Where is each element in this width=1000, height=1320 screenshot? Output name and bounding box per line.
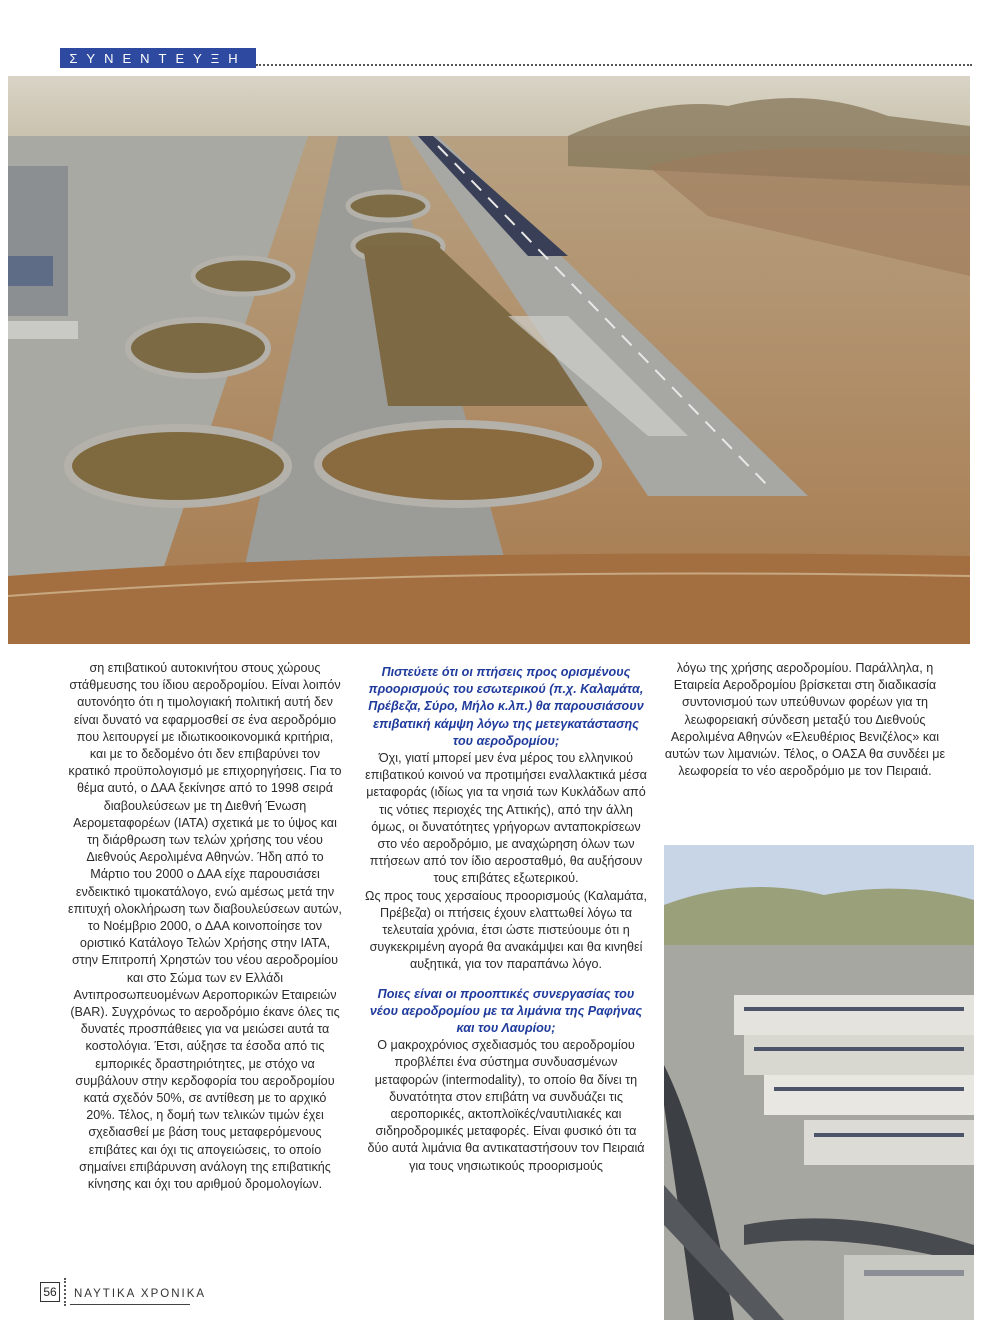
column-1-text: ση επιβατικού αυτοκινήτου στους χώρους στάθμευσης του ίδιου αεροδρομίου. Είναι λοιπόν αυτονόητο ότι η τιμολογιακή πολιτική αυτή δεν είναι δυνατό να εφαρμοσθεί σε ένα αεροδρόμιο που λειτουργεί με ιδιωτικοοικονομικά κριτήρια, και με το δεδομένο ότι δεν επιβαρύνει τον κρατικό προϋπολογισμό με επιχορηγήσεις. Για το θέμα αυτό, ο ΔΑΑ ξεκίνησε από το 1998 σειρά διαβουλεύσεων με τη Διεθνή Ένωση Αερομεταφορέων (IATA) σχετικά με το ύψος και τη διάρθρωση των τελών χρήσης του νέου Διεθνούς Αερολιμένα Αθηνών. Ήδη από το Μάρτιο του 2000 ο ΔΑΑ είχε παρουσιάσει ενδεικτικό τιμοκατάλογο, ενώ αμέσως μετά την επιτυχή ολοκλήρωση των διαβουλεύσεων αυτών, το Νοέμβριο 2000, ο ΔΑΑ κοινοποίησε τον οριστικό Κατάλογο Τελών Χρήσης στην IATA, στην Επιτροπή Χρηστών του νέου αεροδρομίου και στο Σώμα των εν Ελλάδι Αντιπροσωπευομένων Αεροπορικών Εταιρειών (BAR). Συγχρόνως το αεροδρόμιο έκανε όλες τις δυνατές προσπάθειες για να μειώσει αυτά τα κοστολόγια. Έτσι, αύξησε τα έσοδα από τις εμπορικές δραστηριότητες, με στόχο να συμβάλουν στην κερδοφορία του αεροδρομίου κατά σχεδόν 50%, σε αντίθεση με το αρχικό 20%. Τέλος, η δομή των τελικών τιμών έχει σχεδιασθεί με βάση τους μεταφερόμενους επιβάτες και όχι τις απογειώσεις, το οποίο σημαίνει επιβάρυνση ανάλογη της επιβατικής κίνησης και όχι του αριθμού δρομολογίων. bbox=[68, 661, 342, 1192]
side-photo bbox=[664, 845, 974, 1320]
answer-1b: Ως προς τους χερσαίους προορισμούς (Καλαμάτα, Πρέβεζα) οι πτήσεις έχουν ελαττωθεί λόγω τα τελευταία χρόνια, έτσι ώστε πιστεύουμε ότι η συγκεκριμένη αγορά θα ανακάμψει και θα κινηθεί αυξητικά, για τον παραπάνω λόγο. bbox=[365, 888, 647, 972]
hero-photo bbox=[8, 76, 970, 644]
column-2 bbox=[364, 664, 648, 1175]
page-number bbox=[40, 1282, 60, 1302]
column-3-text: λόγω της χρήσης αεροδρομίου. Παράλληλα, η Εταιρεία Αεροδρομίου βρίσκεται στη διαδικασία συντονισμού των υπεύθυνων φορέων για τη λεωφορειακή σύνδεση μεταξύ του Διεθνούς Αερολιμένα Αθηνών «Ελευθέριος Βενιζέλος» και αυτών των λιμανιών. Τέλος, ο ΟΑΣΑ θα συνδέει με λεωφορεία το νέο αεροδρόμιο με τον Πειραιά. bbox=[664, 661, 946, 779]
interview-question-1: Πιστεύετε ότι οι πτήσεις προς ορισμένους προορισμούς του εσωτερικού (π.χ. Καλαμάτα, Πρέβεζα, Σύρο, Μήλο κ.λπ.) θα παρουσιάσουν επιβατική κάμψη λόγω της μετεγκατάστασης του αεροδρομίου; bbox=[368, 665, 644, 748]
column-3 bbox=[664, 660, 946, 780]
section-title: ΣΥΝΕΝΤΕΥΞΗ bbox=[69, 50, 247, 66]
magazine-name: ΝΑΥΤΙΚΑ ΧΡΟΝΙΚΑ bbox=[74, 1288, 207, 1300]
answer-2: Ο μακροχρόνιος σχεδιασμός του αεροδρομίου προβλέπει ένα σύστημα συνδυασμένων μεταφορών (intermodality), το οποίο θα δίνει τη δυνατότητα στον επιβάτη να συνδυάζει τις αεροπορικές, ακτοπλοϊκές/ναυτιλιακές και σιδηροδρομικές μεταφορές. Είναι φυσικό ότι τα δύο αυτά λιμάνια θα αντικαταστήσουν τον Πειραιά για τους νησιωτικούς προορισμούς bbox=[367, 1038, 645, 1173]
footer-dotted-divider bbox=[64, 1278, 66, 1306]
page-number-text: 56 bbox=[43, 1285, 57, 1299]
footer-rule bbox=[70, 1304, 190, 1305]
column-1 bbox=[68, 660, 342, 1193]
header-dotted-rule bbox=[256, 64, 972, 66]
interview-question-2: Ποιες είναι οι προοπτικές συνεργασίας του νέου αεροδρομίου με τα λιμάνια της Ραφήνας και του Λαυρίου; bbox=[369, 986, 643, 1036]
section-tag bbox=[60, 48, 256, 68]
answer-1a: Όχι, γιατί μπορεί μεν ένα μέρος του ελληνικού επιβατικού κοινού να προτιμήσει εναλλακτικά μέσα μεταφοράς (ιδίως για τα νησιά των Κυκλάδων από τις νότιες περιοχές της Αττικής), από την άλλη όμως, οι δυνατότητες γρήγορων ανταποκρίσεων στο νέο αεροδρόμιο, με αναχώρηση όλων των πτήσεων από τον ίδιο αεροσταθμό, θα αυξήσουν τους επιβάτες εξωτερικού. bbox=[365, 751, 647, 886]
